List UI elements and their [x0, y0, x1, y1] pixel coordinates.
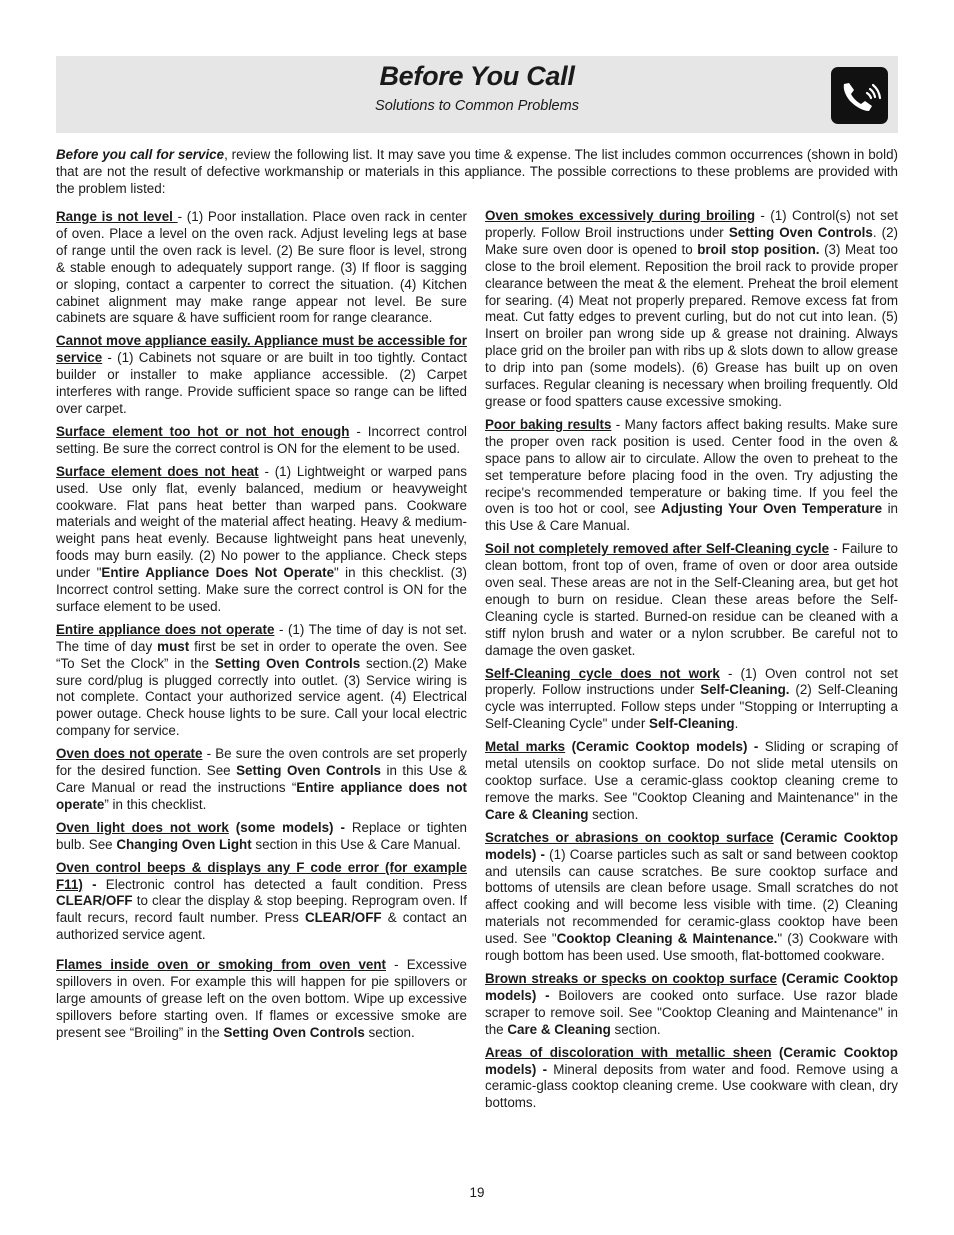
bold-reference: Adjusting Your Oven Temperature — [661, 501, 883, 517]
bold-reference: Cooktop Cleaning & Maintenance. — [556, 931, 778, 947]
bold-reference: broil stop position. — [697, 241, 820, 257]
intro-text: , review the following list. It may save you time & expense. The list includes common occurrences (shown in bold) that are not the result of defective workmanship or materials in this appliance. The possible corrections to these problems are provided with the problem listed: — [56, 147, 898, 196]
bold-reference: Self-Cleaning. — [700, 682, 790, 698]
problem-qualifier: (Ceramic Cooktop models) - — [565, 739, 759, 755]
bold-reference: CLEAR/OFF — [56, 893, 133, 909]
problem-title: Self-Cleaning cycle does not work — [485, 665, 720, 681]
problem-entry — [485, 971, 898, 1039]
problem-entry — [56, 820, 467, 854]
page-banner — [56, 56, 898, 133]
problem-entry — [56, 957, 467, 1042]
solution-text: - (1) The time of day is not set. The time of day — [56, 621, 467, 654]
problem-qualifier: - — [82, 876, 97, 892]
bold-reference: Setting Oven Controls — [236, 763, 381, 779]
solution-text: section.(2) Make sure cord/plug is plugged correctly into outlet. (3) Service wiring is not complete. Contact your authorized service agent. (4) Electrical power outage. Check house lights to be sure. Call your local electric company for service. — [56, 655, 467, 739]
page-title: Before You Call — [379, 61, 575, 91]
problem-entry — [56, 860, 467, 945]
solution-text: in this Use & Care Manual or read the instructions “ — [56, 763, 467, 795]
solution-text: Boilovers are cooked onto surface. Use razor blade scraper to remove soil. See "Cooktop Cleaning and Maintenance" in the — [485, 987, 898, 1037]
solution-text: section. — [364, 1024, 415, 1040]
solution-text: - (1) Lightweight or warped pans used. Use only flat, evenly balanced, medium or heavyweight cookware. Flat pans heat better than warped pans. Cookware materials and weight of the material affect heating. Heavy & medium-weight pans heat evenly. Because lightweight pans heat unevenly, foods may burn easily. (2) No power to the appliance. Check steps under " — [56, 463, 467, 581]
problem-title: Range is not level — [56, 209, 178, 224]
bold-reference: Care & Cleaning — [485, 806, 589, 822]
solution-text: Electronic control has detected a fault condition. Press — [96, 876, 467, 892]
problem-title: Flames inside oven or smoking from oven vent — [56, 957, 386, 973]
problem-title: Oven control beeps & displays any F code error (for example F11) — [56, 859, 467, 892]
problem-title: Oven does not operate — [56, 746, 203, 762]
problem-qualifier: (Ceramic Cooktop models) - — [485, 1044, 898, 1077]
bold-reference: Changing Oven Light — [116, 836, 252, 852]
problem-title: Brown streaks or specks on cooktop surface — [485, 970, 777, 986]
solution-text: ” in this checklist. — [104, 796, 207, 812]
page-subtitle: Solutions to Common Problems — [375, 98, 579, 114]
solution-text: - Incorrect control setting. Be sure the correct control is ON for the element to be used. — [56, 423, 468, 456]
problem-title: Metal marks — [485, 739, 566, 755]
solution-text: - (1) Control(s) not set properly. Follow Broil instructions under — [485, 208, 899, 240]
telephone-handset-icon — [831, 67, 888, 124]
intro-paragraph — [56, 146, 898, 197]
problem-entry — [56, 333, 467, 418]
page-number: 19 — [469, 1185, 485, 1200]
problem-title: Oven smokes excessively during broiling — [485, 208, 756, 223]
solution-text: section. — [610, 1021, 661, 1037]
problem-qualifier: (Ceramic Cooktop models) - — [485, 829, 899, 862]
solution-text: (3) Meat too close to the broil element. Reposition the broil rack to provide proper clearance between the meat & the element. Preheat the broil element for searing. (4) Meat not properly prepared. Remove excess fat from meat. Cut fatty edges to prevent curling, but do not cut into lean. (5) Insert on broiler pan wrong side up & grease not draining. Always place grid on the broiler pan with ribs up & slots down to allow grease to drip into pan (some models). (6) Grease has built up on oven surfaces. Regular cleaning is necessary when broiling frequently. Old grease or food spatters cause excessive smoking. — [485, 241, 898, 409]
problem-title: Areas of discoloration with metallic sheen — [485, 1044, 772, 1060]
solution-text: . — [734, 716, 739, 732]
problem-entry — [56, 746, 467, 814]
problem-entry — [485, 541, 898, 659]
problem-entry — [56, 622, 467, 740]
problem-title: Soil not completely removed after Self-Cleaning cycle — [485, 541, 830, 557]
solution-text: Replace or tighten bulb. See — [56, 819, 467, 852]
problem-title: Entire appliance does not operate — [56, 621, 275, 637]
solution-text: to clear the display & stop beeping. Reprogram oven. If fault recurs, record fault number. Press — [56, 893, 467, 926]
bold-reference: Setting Oven Controls — [728, 224, 873, 240]
bold-reference: Entire appliance does not operate — [56, 780, 467, 812]
problem-title: Cannot move appliance easily. Appliance must be accessible for service — [56, 333, 467, 366]
bold-reference: Setting Oven Controls — [214, 655, 361, 671]
bold-reference: must — [157, 638, 190, 654]
problem-title: Surface element too hot or not hot enough — [56, 423, 350, 439]
problem-entry — [485, 739, 898, 824]
solution-text: Sliding or scraping of metal utensils on cooktop surface. Do not slide metal utensils on cooktop surface. Use a ceramic-glass cooktop cleaning creme to remove the marks. See "Cooktop Cleaning and Maintenance" in the — [485, 739, 898, 805]
solution-text: " (3) Cookware with rough bottom has been used. Use smooth, flat-bottomed cookware. — [485, 931, 898, 964]
solution-text: Mineral deposits from water and food. Remove using a ceramic-glass cooktop cleaning creme. Use cookware with clean, dry bottoms. — [485, 1061, 898, 1111]
solution-text: . (2) Make sure oven door is opened to — [485, 224, 898, 257]
solution-text: first be set in order to operate the oven. See “To Set the Clock” in the — [56, 638, 467, 671]
solution-text: in this Use & Care Manual. — [485, 501, 898, 534]
bold-reference: Self-Cleaning — [649, 716, 735, 732]
solution-text: section in this Use & Care Manual. — [251, 836, 461, 852]
problem-entry — [56, 209, 467, 327]
problem-title: Poor baking results — [485, 416, 612, 432]
intro-lead: Before you call for service — [56, 147, 225, 162]
bold-reference: Setting Oven Controls — [223, 1024, 365, 1040]
bold-reference: Entire Appliance Does Not Operate — [101, 565, 335, 581]
solution-text: - (1) Cabinets not square or are built in too tightly. Contact builder or installer to make appliance accessible. (2) Carpet interferes with range. Provide sufficient space so range can be lifted over carpet. — [56, 350, 467, 416]
problem-entry — [485, 208, 898, 411]
problem-title: Surface element does not heat — [56, 463, 259, 479]
problem-entry — [485, 417, 898, 535]
problem-entry — [56, 424, 467, 458]
problem-title: Oven light does not work — [56, 819, 229, 835]
solution-text: - Failure to clean bottom, front top of oven, frame of oven or door area outside oven seal. These areas are not in the Self-Cleaning area, but get hot enough to burn on residue. Clean these areas before the Self-Cleaning cycle is started. Burned-on residue can be cleaned with a stiff nylon brush and water or a nylon scrubber. Be careful not to damage the oven gasket. — [485, 541, 899, 658]
problem-entry — [485, 830, 898, 965]
solution-text: - (1) Poor installation. Place oven rack in center of oven. Place a level on the oven rack. Adjust leveling legs at base of range until the oven rack is level. (2) Be sure floor is level, strong & stable enough to adequately support range. (3) If floor is sagging or sloping, contact a carpenter to correct the situation. (4) Kitchen cabinet alignment may make range appear not level. Be sure cabinets are square & have sufficient room for range clearance. — [56, 209, 467, 326]
bold-reference: Care & Cleaning — [507, 1021, 611, 1037]
problem-title: Scratches or abrasions on cooktop surface — [485, 829, 774, 845]
problem-entry — [485, 666, 898, 734]
solution-text: - (1) Oven control not set properly. Follow instructions under — [485, 665, 898, 698]
solution-text: section. — [588, 806, 639, 822]
problem-entry — [56, 464, 467, 616]
solution-text: (2) Self-Cleaning cycle was interrupted. Follow steps under "Stopping or Interrupting a Self-Cleaning Cycle" under — [485, 682, 898, 732]
left-column — [56, 203, 467, 1042]
problem-qualifier: (Ceramic Cooktop models) - — [485, 970, 898, 1003]
right-column — [485, 202, 898, 1112]
problem-qualifier: (some models) - — [228, 819, 345, 835]
solution-text: (1) Coarse particles such as salt or sand between cooktop and utensils can cause scratches. Be sure cooktop surface and bottoms of utensils are clean before usage. Small scratches do not affect cooking and will become less visible with time. (2) Cleaning materials not recommended for ceramic-glass cooktop have been used. See " — [485, 846, 898, 947]
solution-text: - Many factors affect baking results. Make sure the proper oven rack position is used. Center food in the oven & space pans to allow air to circulate. Allow the oven to preheat to the set temperature before placing food in the oven. Try adjusting the recipe's recommended temperature or baking time. If you feel the oven is too hot or cool, see — [485, 416, 898, 517]
solution-text: - Be sure the oven controls are set properly for the desired function. See — [56, 746, 467, 779]
solution-text: " in this checklist. (3) Incorrect control setting. Make sure the correct control is ON for the surface element to be used. — [56, 565, 467, 614]
solution-text: & contact an authorized service agent. — [56, 910, 467, 943]
solution-text: - Excessive spillovers in oven. For example this will happen for pie spillovers or large amounts of grease left on the oven bottom. Wipe up excessive spillovers before starting oven. If flames or excessive smoke are present see “Broiling” in the — [56, 957, 467, 1040]
bold-reference: CLEAR/OFF — [304, 910, 382, 926]
problem-entry — [485, 1045, 898, 1113]
